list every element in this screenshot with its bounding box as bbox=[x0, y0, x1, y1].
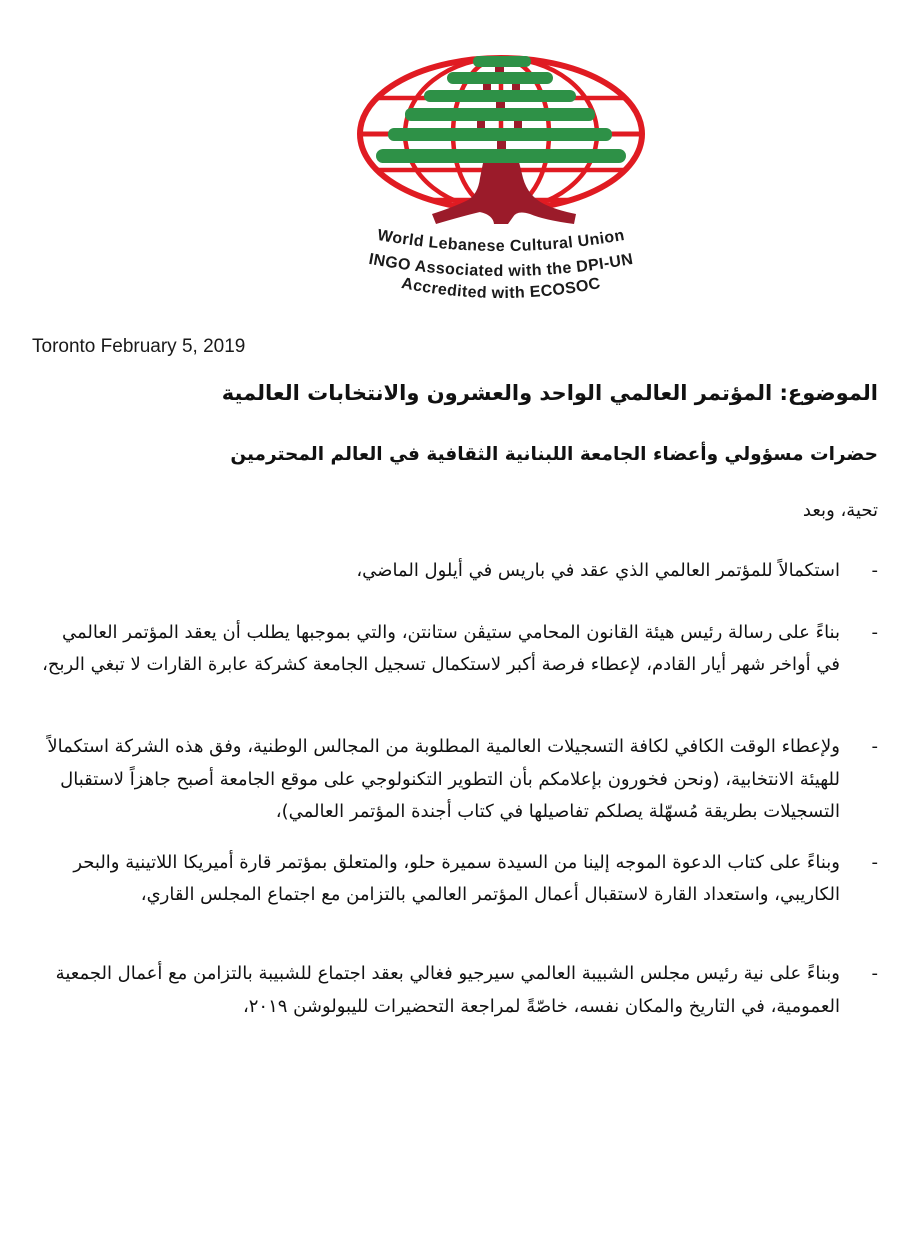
bullet-dash: - bbox=[871, 560, 878, 582]
logo-arc-line-1 bbox=[376, 227, 626, 255]
bullet-item bbox=[42, 555, 878, 587]
logo-arc-line-2-text: INGO Associated with the DPI-UN bbox=[367, 250, 635, 281]
letter-page bbox=[0, 54, 911, 1254]
bullet-dash: - bbox=[871, 963, 878, 985]
bullet-item bbox=[42, 731, 878, 828]
logo-arc-line-3-text: Accredited with ECOSOC bbox=[399, 274, 603, 303]
salutation-line: حضرات مسؤولي وأعضاء الجامعة اللبنانية الثقافية في العالم المحترمين bbox=[230, 443, 878, 465]
wlcu-logo bbox=[346, 54, 656, 314]
logo-arc-line-1-text: World Lebanese Cultural Union bbox=[376, 226, 626, 256]
bullet-text: بناءً على رسالة رئيس هيئة القانون المحامي ستيڤن ستانتن، والتي بموجبها يطلب أن يعقد المؤتمر العالمي في أواخر شهر أيار القادم، لإعطاء فرصة أكبر لاستكمال تسجيل الجامعة كشركة عابرة القارات لا تبغي الربح، bbox=[42, 621, 840, 676]
bullet-dash: - bbox=[871, 736, 878, 758]
bullet-item bbox=[42, 958, 878, 1023]
bullet-item bbox=[42, 617, 878, 682]
wlcu-logo-svg bbox=[346, 54, 656, 314]
bullet-dash: - bbox=[871, 621, 878, 643]
cedar-tree-icon bbox=[376, 56, 626, 224]
letter-body bbox=[0, 378, 911, 1023]
subject-line: الموضوع: المؤتمر العالمي الواحد والعشرون والانتخابات العالمية bbox=[221, 381, 878, 405]
bullet-text: وبناءً على نية رئيس مجلس الشبيبة العالمي سيرجيو فغالي بعقد اجتماع للشبيبة بالتزامن مع أعمال الجمعية العمومية، في التاريخ والمكان نفسه، خاصّةً لمراجعة التحضيرات لليبولوشن ٢٠١٩، bbox=[55, 963, 840, 1017]
bullet-text: وبناءً على كتاب الدعوة الموجه إلينا من السيدة سميرة حلو، والمتعلق بمؤتمر قارة أميريكا اللاتينية والبحر الكاريبي، واستعداد القارة لاستقبال أعمال المؤتمر العالمي بالتزامن مع اجتماع المجلس القاري، bbox=[73, 851, 840, 905]
greeting-line: تحية، وبعد bbox=[802, 500, 878, 522]
bullet-text: استكمالاً للمؤتمر العالمي الذي عقد في باريس في أيلول الماضي، bbox=[356, 560, 840, 582]
logo-arc-line-2 bbox=[367, 251, 634, 280]
bullet-dash: - bbox=[871, 851, 878, 873]
bullet-text: ولإعطاء الوقت الكافي لكافة التسجيلات العالمية المطلوبة من المجالس الوطنية، وفق هذه الشركة استكمالاً للهيئة الانتخابية، (ونحن فخورون بإعلامكم بأن التطوير التكنولوجي على موقع الجامعة أصبح جاهزاً لاستقبال التسجيلات بطريقة مُسهّلة يصلكم تفاصيلها في كتاب أجندة المؤتمر العالمي)، bbox=[47, 736, 840, 823]
bullet-item bbox=[42, 847, 878, 912]
date-line: Toronto February 5, 2019 bbox=[32, 336, 246, 357]
